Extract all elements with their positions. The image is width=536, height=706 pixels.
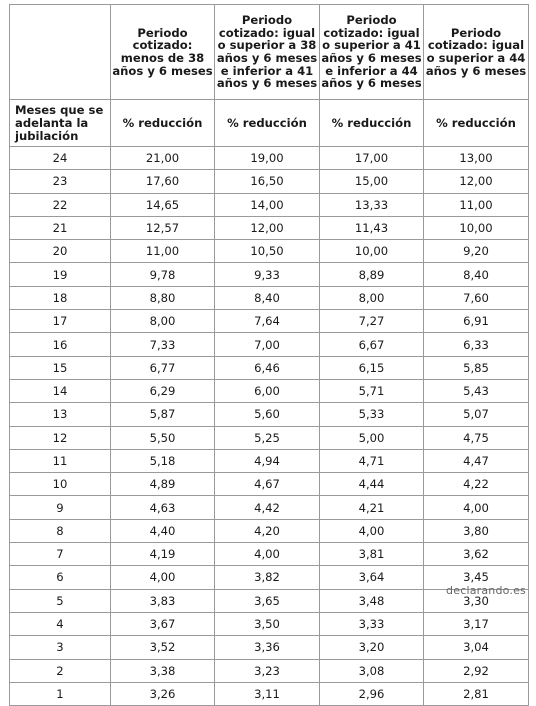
reduction-cell: 4,94: [215, 449, 320, 472]
reduction-cell: 3,20: [320, 636, 424, 659]
reduction-cell: 7,00: [215, 333, 320, 356]
reduction-cell: 3,48: [320, 589, 424, 612]
reduction-cell: 5,85: [424, 356, 529, 379]
months-cell: 5: [10, 589, 111, 612]
reduction-cell: 4,00: [215, 543, 320, 566]
months-cell: 13: [10, 403, 111, 426]
reduction-cell: 5,07: [424, 403, 529, 426]
table-row: [10, 543, 529, 566]
reduction-cell: 2,92: [424, 659, 529, 682]
reduction-cell: 3,52: [111, 636, 215, 659]
reduction-cell: 3,17: [424, 612, 529, 635]
months-cell: 17: [10, 310, 111, 333]
reduction-cell: 4,67: [215, 473, 320, 496]
months-cell: 14: [10, 379, 111, 402]
reduction-cell: 5,33: [320, 403, 424, 426]
table-row: [10, 496, 529, 519]
months-cell: 6: [10, 566, 111, 589]
header-row: [10, 5, 529, 100]
table-row: [10, 333, 529, 356]
reduction-cell: 9,78: [111, 263, 215, 286]
reduction-cell: 4,00: [111, 566, 215, 589]
reduction-cell: 4,40: [111, 519, 215, 542]
reduction-cell: 17,00: [320, 147, 424, 170]
reduction-cell: 4,42: [215, 496, 320, 519]
months-cell: 23: [10, 170, 111, 193]
months-cell: 3: [10, 636, 111, 659]
table-row: [10, 170, 529, 193]
reduction-cell: 2,96: [320, 682, 424, 705]
reduction-cell: 3,64: [320, 566, 424, 589]
reduction-cell: 4,75: [424, 426, 529, 449]
reduction-cell: 6,00: [215, 379, 320, 402]
reduction-cell: 13,33: [320, 193, 424, 216]
months-cell: 7: [10, 543, 111, 566]
subheader-col4: % reducción: [424, 100, 529, 147]
reduction-cell: 4,89: [111, 473, 215, 496]
reduction-cell: 2,81: [424, 682, 529, 705]
reduction-cell: 3,38: [111, 659, 215, 682]
reduction-cell: 3,62: [424, 543, 529, 566]
months-cell: 4: [10, 612, 111, 635]
reduction-cell: 3,11: [215, 682, 320, 705]
reduction-cell: 3,36: [215, 636, 320, 659]
reduction-cell: 3,23: [215, 659, 320, 682]
reduction-cell: 4,63: [111, 496, 215, 519]
reduction-cell: 5,50: [111, 426, 215, 449]
reduction-cell: 3,30: [424, 589, 529, 612]
subheader-col2: % reducción: [215, 100, 320, 147]
reduction-cell: 5,00: [320, 426, 424, 449]
subheader-col1: % reducción: [111, 100, 215, 147]
reduction-cell: 8,00: [111, 310, 215, 333]
reduction-cell: 5,18: [111, 449, 215, 472]
reduction-cell: 6,33: [424, 333, 529, 356]
reduction-cell: 14,00: [215, 193, 320, 216]
table-row: [10, 473, 529, 496]
reduction-cell: 21,00: [111, 147, 215, 170]
reduction-cell: 12,57: [111, 216, 215, 239]
months-cell: 18: [10, 286, 111, 309]
table-row: [10, 636, 529, 659]
reduction-cell: 12,00: [424, 170, 529, 193]
reduction-cell: 7,60: [424, 286, 529, 309]
table-row: [10, 147, 529, 170]
reduction-cell: 4,00: [320, 519, 424, 542]
table-row: [10, 240, 529, 263]
reduction-cell: 10,50: [215, 240, 320, 263]
reduction-cell: 10,00: [424, 216, 529, 239]
watermark: declarando.es: [446, 584, 526, 597]
reduction-cell: 4,20: [215, 519, 320, 542]
reduction-cell: 7,33: [111, 333, 215, 356]
reduction-table: [9, 4, 529, 706]
reduction-cell: 3,81: [320, 543, 424, 566]
months-cell: 9: [10, 496, 111, 519]
table-row: [10, 193, 529, 216]
subheader-row: [10, 100, 529, 147]
reduction-cell: 4,21: [320, 496, 424, 519]
table-row: [10, 379, 529, 402]
months-cell: 1: [10, 682, 111, 705]
reduction-cell: 8,80: [111, 286, 215, 309]
header-col1: Periodo cotizado: menos de 38 años y 6 meses: [111, 5, 215, 100]
header-col4: Periodo cotizado: igual o superior a 44 años y 6 meses: [424, 5, 529, 100]
reduction-cell: 8,40: [215, 286, 320, 309]
reduction-cell: 6,67: [320, 333, 424, 356]
reduction-cell: 6,91: [424, 310, 529, 333]
table-row: [10, 659, 529, 682]
subheader-col3: % reducción: [320, 100, 424, 147]
reduction-cell: 9,20: [424, 240, 529, 263]
reduction-cell: 4,19: [111, 543, 215, 566]
table-row: [10, 449, 529, 472]
reduction-cell: 3,65: [215, 589, 320, 612]
months-cell: 24: [10, 147, 111, 170]
header-col3: Periodo cotizado: igual o superior a 41 años y 6 meses e inferior a 44 años y 6 meses: [320, 5, 424, 100]
months-cell: 10: [10, 473, 111, 496]
reduction-cell: 6,15: [320, 356, 424, 379]
reduction-cell: 3,67: [111, 612, 215, 635]
reduction-cell: 5,87: [111, 403, 215, 426]
table-row: [10, 426, 529, 449]
reduction-cell: 12,00: [215, 216, 320, 239]
months-cell: 8: [10, 519, 111, 542]
reduction-cell: 3,04: [424, 636, 529, 659]
table-row: [10, 263, 529, 286]
reduction-cell: 11,00: [111, 240, 215, 263]
reduction-cell: 3,50: [215, 612, 320, 635]
reduction-cell: 3,82: [215, 566, 320, 589]
reduction-cell: 3,83: [111, 589, 215, 612]
header-col2: Periodo cotizado: igual o superior a 38 años y 6 meses e inferior a 41 años y 6 meses: [215, 5, 320, 100]
reduction-cell: 5,43: [424, 379, 529, 402]
reduction-cell: 4,00: [424, 496, 529, 519]
months-cell: 20: [10, 240, 111, 263]
reduction-cell: 6,29: [111, 379, 215, 402]
reduction-cell: 16,50: [215, 170, 320, 193]
reduction-cell: 11,43: [320, 216, 424, 239]
reduction-cell: 5,60: [215, 403, 320, 426]
reduction-cell: 4,44: [320, 473, 424, 496]
reduction-cell: 3,08: [320, 659, 424, 682]
months-cell: 16: [10, 333, 111, 356]
reduction-cell: 14,65: [111, 193, 215, 216]
months-cell: 2: [10, 659, 111, 682]
reduction-cell: 11,00: [424, 193, 529, 216]
reduction-cell: 6,46: [215, 356, 320, 379]
table-row: [10, 216, 529, 239]
reduction-cell: 17,60: [111, 170, 215, 193]
table-row: [10, 612, 529, 635]
reduction-cell: 8,00: [320, 286, 424, 309]
table-row: [10, 286, 529, 309]
months-label: Meses que se adelanta la jubilación: [10, 100, 111, 147]
table-row: [10, 403, 529, 426]
months-cell: 19: [10, 263, 111, 286]
reduction-cell: 5,25: [215, 426, 320, 449]
table-row: [10, 356, 529, 379]
months-cell: 11: [10, 449, 111, 472]
reduction-cell: 8,40: [424, 263, 529, 286]
reduction-cell: 3,80: [424, 519, 529, 542]
reduction-cell: 4,22: [424, 473, 529, 496]
reduction-cell: 3,26: [111, 682, 215, 705]
reduction-cell: 15,00: [320, 170, 424, 193]
reduction-cell: 19,00: [215, 147, 320, 170]
reduction-cell: 7,64: [215, 310, 320, 333]
reduction-cell: 10,00: [320, 240, 424, 263]
months-cell: 21: [10, 216, 111, 239]
reduction-cell: 4,71: [320, 449, 424, 472]
months-cell: 12: [10, 426, 111, 449]
reduction-cell: 13,00: [424, 147, 529, 170]
reduction-cell: 9,33: [215, 263, 320, 286]
header-corner-cell: [10, 5, 111, 100]
reduction-cell: 7,27: [320, 310, 424, 333]
reduction-cell: 6,77: [111, 356, 215, 379]
table-row: [10, 310, 529, 333]
reduction-cell: 5,71: [320, 379, 424, 402]
reduction-cell: 4,47: [424, 449, 529, 472]
table-row: [10, 519, 529, 542]
months-cell: 15: [10, 356, 111, 379]
table-row: [10, 682, 529, 705]
reduction-cell: 8,89: [320, 263, 424, 286]
reduction-cell: 3,45: [424, 566, 529, 589]
months-cell: 22: [10, 193, 111, 216]
reduction-cell: 3,33: [320, 612, 424, 635]
